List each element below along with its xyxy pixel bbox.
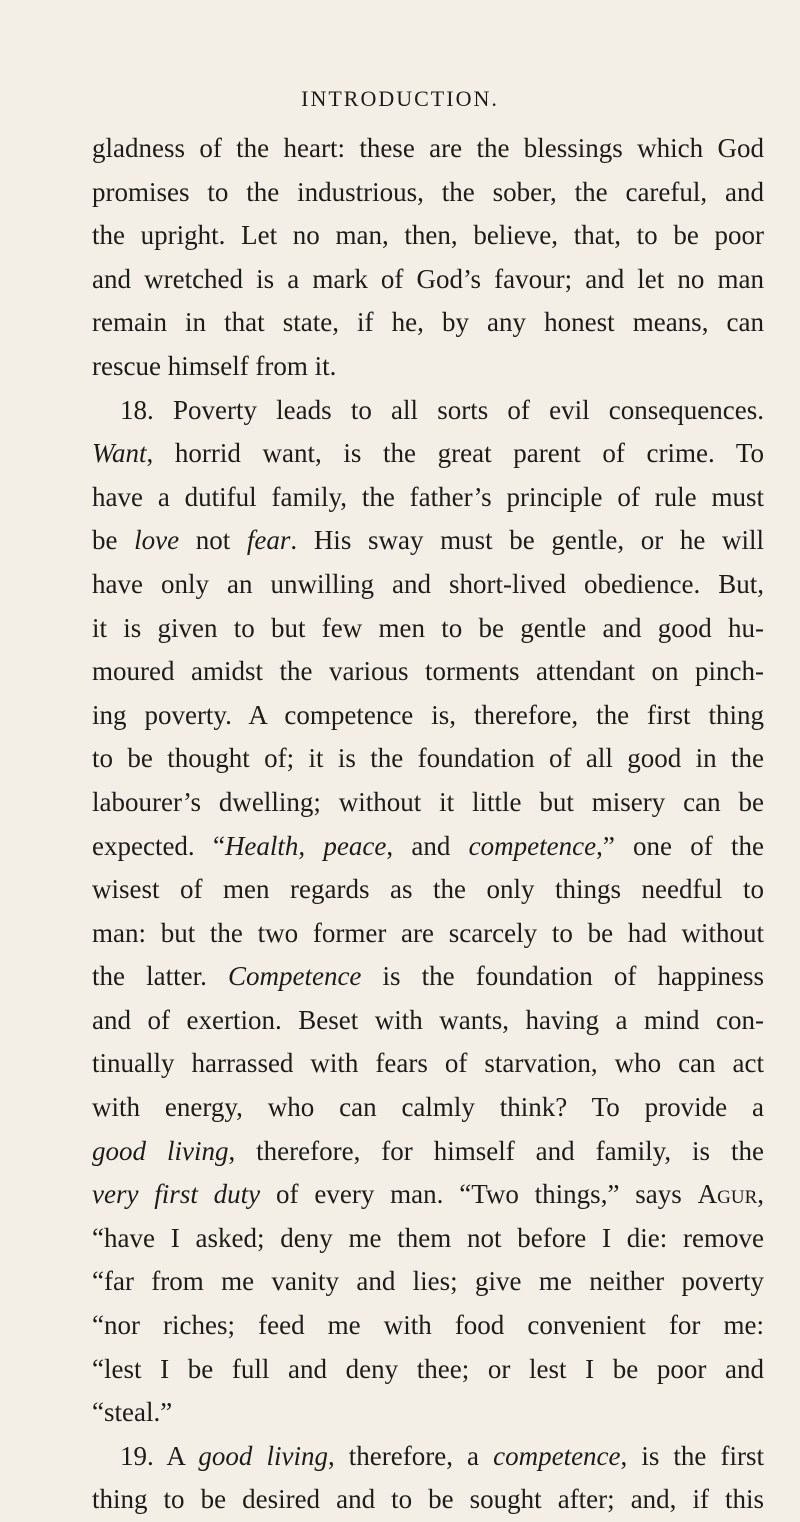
italic-text: competence [468,830,597,861]
italic-text: Want [92,438,147,469]
text-segment: tinually harrassed with fears of starvation, who can act [92,1048,764,1079]
text-segment: and wretched is a mark of God’s favour; and let no man [92,263,764,294]
italic-text: good living [198,1440,328,1471]
text-segment: , is the first [620,1440,764,1471]
text-segment: wisest of men regards as the only things needful to [92,874,764,905]
text-segment: “far from me vanity and lies; give me neither poverty [92,1266,764,1297]
text-line [92,1042,764,1086]
text-line [92,1348,764,1392]
text-line [92,1304,764,1348]
text-segment: promises to the industrious, the sober, the careful, and [92,176,764,207]
italic-text: very first duty [92,1179,261,1210]
text-segment: , horrid want, is the great parent of crime. To [146,438,764,469]
text-segment: “steal.” [92,1397,173,1428]
text-line [92,519,764,563]
text-line [92,1260,764,1304]
text-segment: be [92,525,135,556]
text-line [92,1391,764,1435]
text-segment: “nor riches; feed me with food convenient for me: [92,1310,764,1341]
text-segment: , [757,1179,764,1210]
text-line [92,432,764,476]
text-segment: have only an unwilling and short-lived obedience. But, [92,568,764,599]
text-line [92,1478,764,1522]
text-segment: thing to be desired and to be sought after; and, if this [92,1484,764,1515]
text-line [92,563,764,607]
text-line [92,214,764,258]
text-line [92,476,764,520]
text-segment: the upright. Let no man, then, believe, that, to be poor [92,220,764,251]
italic-text: fear [246,525,291,556]
text-segment: to be thought of; it is the foundation of all good in the [92,743,764,774]
italic-text: love [134,525,180,556]
text-segment: , and [386,830,469,861]
text-segment: and of exertion. Beset with wants, having a mind con- [92,1004,764,1035]
text-segment: , therefore, a [327,1440,494,1471]
text-line [92,955,764,999]
italic-text: good living [92,1135,229,1166]
text-segment: “lest I be full and deny thee; or lest I be poor and [92,1353,764,1384]
italic-text: Competence [227,961,362,992]
text-segment: 18. Poverty leads to all sorts of evil consequences. [120,394,764,425]
text-segment: remain in that state, if he, by any honest means, can [92,307,764,338]
text-line [92,694,764,738]
small-caps-text: Agur [697,1179,758,1210]
text-line [92,1086,764,1130]
text-line [92,737,764,781]
text-line [92,868,764,912]
text-line [92,1217,764,1261]
text-line [92,171,764,215]
text-line [92,258,764,302]
text-line [92,1173,764,1217]
running-head: INTRODUCTION. [301,86,499,111]
text-segment: moured amidst the various torments attendant on pinch- [92,656,764,687]
text-segment: ,” one of the [596,830,765,861]
text-segment: labourer’s dwelling; without it little but misery can be [92,786,764,817]
text-segment: the latter. [92,961,228,992]
italic-text: Health, peace [224,830,387,861]
text-line [92,650,764,694]
text-segment: man: but the two former are scarcely to be had without [92,917,764,948]
text-segment: ing poverty. A competence is, therefore, the first thing [92,699,764,730]
text-segment: is the foundation of happiness [361,961,764,992]
text-line [92,781,764,825]
text-segment: gladness of the heart: these are the blessings which God [92,133,764,163]
text-segment: . His sway must be gentle, or he will [290,525,764,556]
text-line [92,345,764,389]
text-line [92,607,764,651]
text-line [92,1435,764,1479]
text-line [92,301,764,345]
text-segment: expected. “ [92,830,225,861]
text-segment: 19. A [120,1440,199,1471]
text-line [92,825,764,869]
text-line [92,127,764,171]
text-segment: with energy, who can calmly think? To provide a [92,1092,764,1123]
text-segment: it is given to but few men to be gentle and good hu- [92,612,764,643]
body-text [92,127,764,1522]
text-line [92,1130,764,1174]
text-segment: rescue himself from it. [92,350,337,381]
text-segment: “have I asked; deny me them not before I die: remove [92,1222,764,1253]
text-line [92,389,764,433]
text-segment: of every man. “Two things,” says [260,1179,698,1210]
text-segment: , therefore, for himself and family, is the [228,1135,764,1166]
italic-text: competence [493,1440,621,1471]
text-line [92,912,764,956]
text-line [92,999,764,1043]
text-segment: have a dutiful family, the father’s principle of rule must [92,481,764,512]
text-segment: not [179,525,247,556]
